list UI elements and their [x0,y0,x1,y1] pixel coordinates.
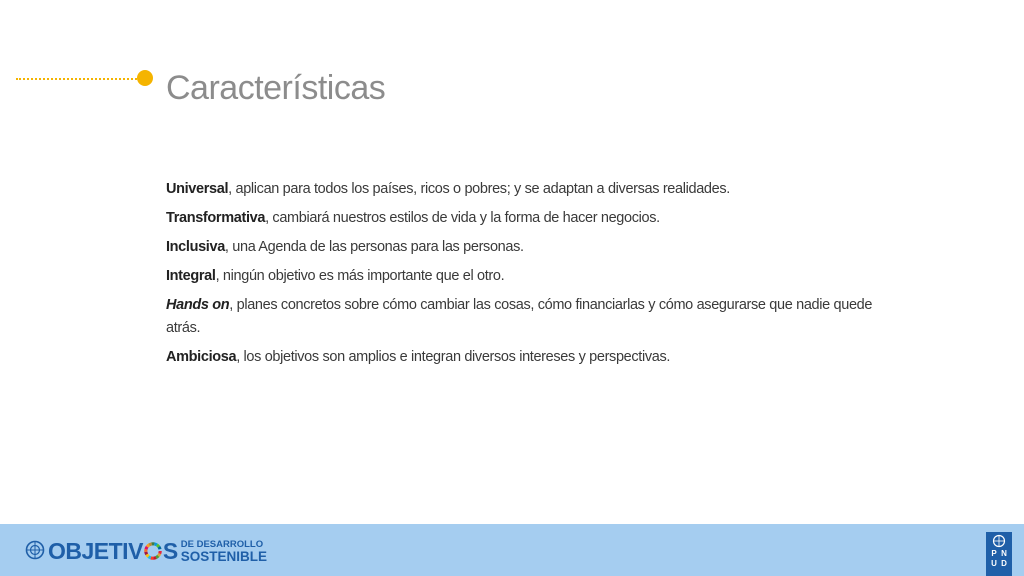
undp-logo-icon [989,534,1009,548]
undp-letters [989,549,1009,569]
list-item-text: , los objetivos son amplios e integran diversos intereses y perspectivas. [236,349,671,365]
title-accent-dotted-line [16,78,140,80]
list-item [166,236,886,259]
sdg-logo-word-suffix: S [162,538,178,564]
un-emblem-icon [25,540,45,560]
title-accent-dot [137,70,153,86]
list-item-term: Integral [166,268,216,284]
undp-letter: D [1001,559,1007,568]
sdg-logo-word-prefix: OBJETIV [48,538,143,564]
undp-letter: U [991,559,997,568]
list-item [166,294,886,340]
list-item-term: Transformativa [166,210,266,226]
undp-letter: P [991,549,997,558]
list-item-term: Universal [166,181,229,197]
sdg-logo-line1: DE DESARROLLO [180,538,264,550]
list-item-term: Ambiciosa [166,349,237,365]
characteristics-list [166,178,886,375]
list-item [166,178,886,201]
list-item [166,265,886,288]
list-item [166,207,886,230]
sdg-logo-subtitle [181,539,267,564]
list-item [166,346,886,369]
sdg-logo [48,536,267,566]
list-item-text: , ningún objetivo es más importante que el otro. [215,268,505,284]
list-item-text: , aplican para todos los países, ricos o pobres; y se adaptan a diversas realidades. [228,181,730,197]
list-item-term [166,297,229,313]
list-item-text: , planes concretos sobre cómo cambiar las cosas, cómo financiarlas y cómo asegurarse que nadie quede atrás. [166,297,873,336]
sdg-wheel-icon [144,542,162,560]
list-item-term-italic: Hands on [166,297,230,313]
undp-letter: N [1001,549,1007,558]
list-item-text: , una Agenda de las personas para las personas. [224,239,524,255]
list-item-text: , cambiará nuestros estilos de vida y la forma de hacer negocios. [265,210,660,226]
slide-title: Características [166,69,386,107]
list-item-term: Inclusiva [166,239,225,255]
sdg-logo-line2: SOSTENIBLE [180,548,268,564]
undp-logo [986,532,1012,576]
